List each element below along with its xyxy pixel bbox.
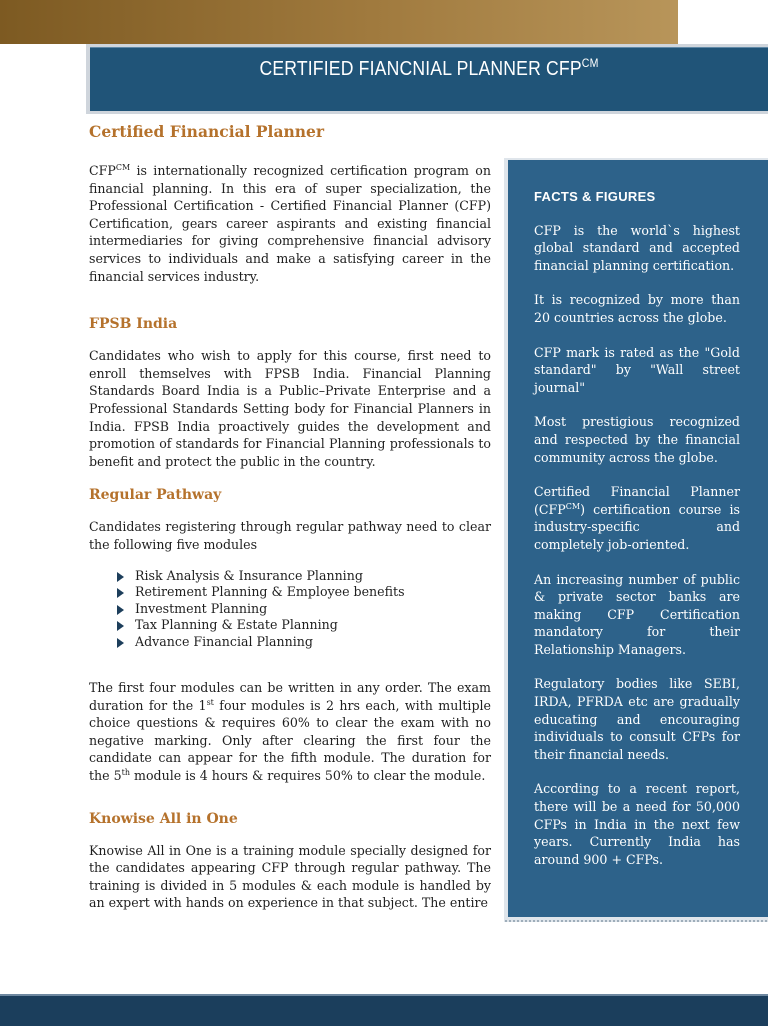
arrow-bullet-icon: [117, 588, 124, 598]
heading-certified-financial-planner: Certified Financial Planner: [89, 122, 325, 141]
fact-item: Most prestigious recognized and respected by the financial community across the globe.: [534, 414, 740, 465]
fpsb-paragraph: Candidates who wish to apply for this course, first need to enroll themselves with FPSB India. Financial Planning Standards Board India is a Public–Private Enterprise and a Professional Standards Setting body for Financial Planners in India. FPSB India proactively guides the development and promotion of standards for Financial Planning professionals to benefit and protect the public in the country.: [89, 348, 491, 469]
sidebar-dotted-edge: [504, 919, 768, 923]
fact-item: An increasing number of public & private sector banks are making CFP Certification mandatory for their Relationship Managers.: [534, 571, 740, 657]
main-column: [89, 122, 491, 912]
top-decorative-band: [0, 0, 678, 44]
bottom-decorative-band: [0, 994, 768, 1026]
arrow-bullet-icon: [117, 638, 124, 648]
intro-paragraph: $CFP^{CM}$ is internationally recognized certification program on financial planning. In this era of super specialization, the Professional Certification - Certified Financial Planner (CFP) Certification, gears career aspirants and existing financial intermediaries for giving comprehensive financial advisory services to individuals and make a satisfying career in the financial services industry.: [89, 162, 491, 284]
pathway-paragraph: Candidates registering through regular pathway need to clear the following five modules: [89, 519, 491, 552]
heading-fpsb-india: FPSB India: [89, 316, 178, 333]
modules-list: [89, 568, 491, 651]
arrow-bullet-icon: [117, 605, 124, 615]
arrow-bullet-icon: [117, 572, 124, 582]
fact-item: CFP mark is rated as the "Gold standard" by "Wall street journal": [534, 344, 740, 395]
heading-regular-pathway: Regular Pathway: [89, 487, 222, 504]
page-title: CERTIFIED FIANCNIAL PLANNER $CFP^{CM}$: [259, 56, 599, 80]
fact-item: Regulatory bodies like SEBI, IRDA, PFRDA etc are gradually educating and encouraging individuals to consult CFPs for their financial needs.: [534, 676, 740, 762]
sidebar-heading: FACTS & FIGURES: [534, 189, 656, 204]
fact-item: Certified Financial Planner $(CFP^{CM})$ certification course is industry-specific and completely job-oriented.: [534, 484, 740, 552]
list-item: Advance Financial Planning: [117, 634, 491, 651]
title-bar: [90, 47, 768, 111]
facts-sidebar: [508, 160, 768, 917]
heading-knowise-all-in-one: Knowise All in One: [89, 810, 238, 827]
list-item: Risk Analysis & Insurance Planning: [117, 568, 491, 585]
fact-item: CFP is the world`s highest global standard and accepted financial planning certification.: [534, 222, 740, 273]
exam-paragraph: The first four modules can be written in any order. The exam duration for the 1st four modules is 2 hrs each, with multiple choice questions & requires 60% to clear the exam with no negative marking. Only after clearing the first four the candidate can appear for the fifth module. The duration for the 5th module is 4 hours & requires 50% to clear the module.: [89, 680, 491, 783]
fact-item: It is recognized by more than 20 countries across the globe.: [534, 292, 740, 325]
list-item: Retirement Planning & Employee benefits: [117, 584, 491, 601]
knowise-paragraph: Knowise All in One is a training module specially designed for the candidates appearing CFP through regular pathway. The training is divided in 5 modules & each module is handled by an expert with hands on experience in that subject. The entire: [89, 842, 491, 911]
fact-item: According to a recent report, there will be a need for 50,000 CFPs in India in the next few years. Currently India has around 900 + CFPs.: [534, 781, 740, 867]
list-item: Investment Planning: [117, 601, 491, 618]
list-item: Tax Planning & Estate Planning: [117, 617, 491, 634]
arrow-bullet-icon: [117, 621, 124, 631]
